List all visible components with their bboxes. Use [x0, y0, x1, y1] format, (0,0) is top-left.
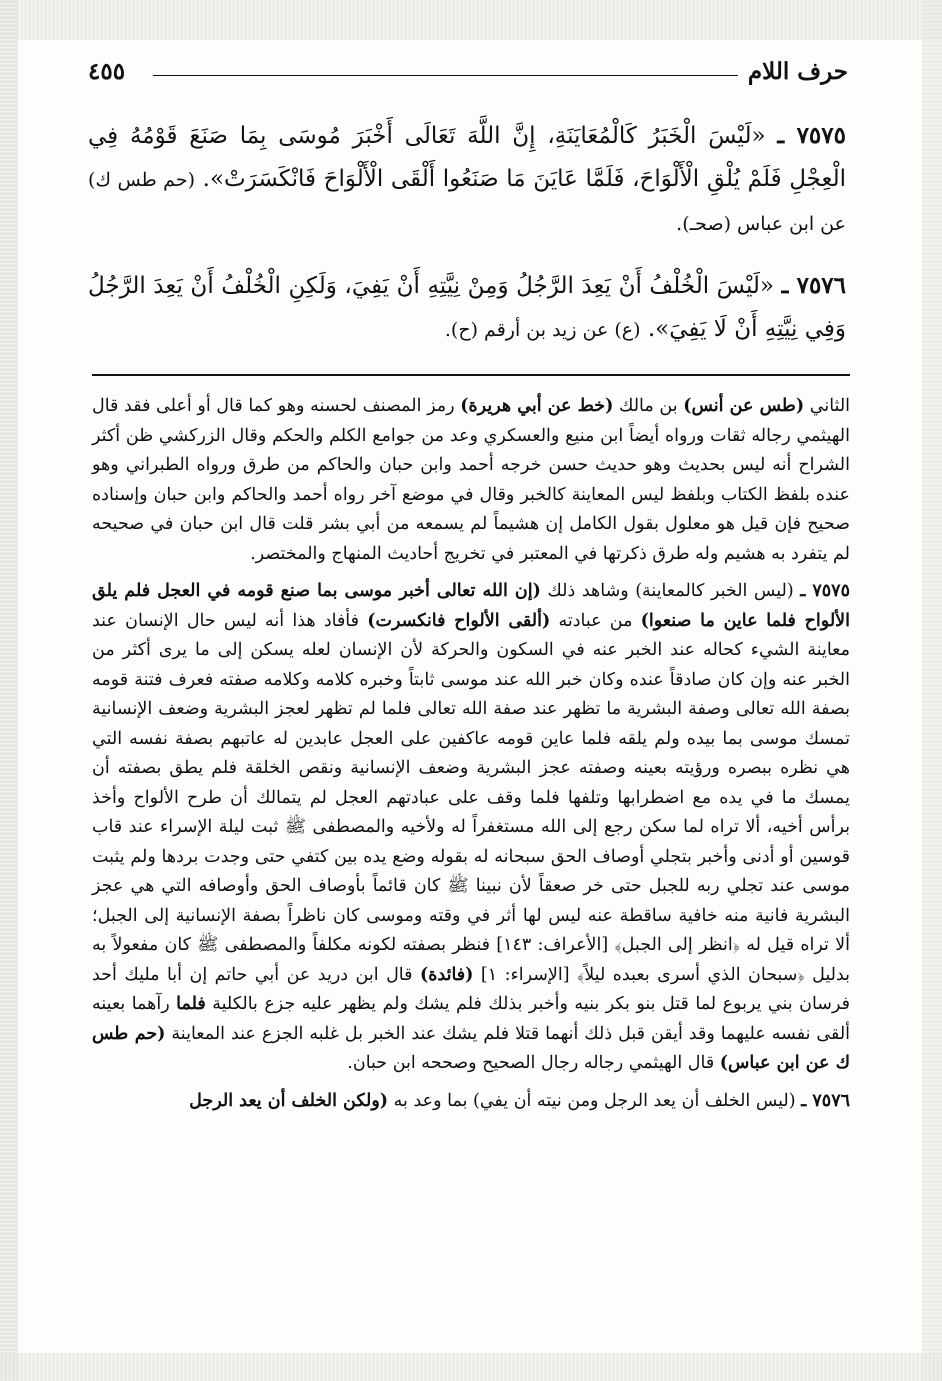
commentary-text: قال الهيثمي رجاله رجال الصحيح وصححه ابن حبان.	[347, 1053, 720, 1073]
commentary-text: رمز المصنف لحسنه وهو كما قال أو أعلى فقد قال الهيثمي رجاله ثقات ورواه أيضاً ابن منيع والعسكري وعد من جوامع الكلم والحكم وقال الزركشي ظن أكثر الشراح أنه ليس بحديث وهو حديث حسن خرجه أحمد وابن حبان والحاكم من طرق ورواه الطبراني وهو عنده بلفظ الكتاب وبلفظ ليس المعاينة كالخبر وقال في موضع آخر رواه أحمد والحاكم وابن حبان وإسناده صحيح فإن قيل هو معلول بقول الكامل إن هشيماً لم يسمعه من أبي بشر قلت قال ابن حبان في صحيحه لم يتفرد به هشيم وله طرق ذكرتها في المعتبر في تخريج أحاديث المنهاج والمختصر.	[92, 396, 850, 564]
hadith-7576	[88, 264, 846, 352]
commentary	[92, 392, 850, 1116]
hadith-source: (حم طس ك) عن ابن عباس (صحـ).	[88, 169, 846, 235]
commentary-text: بن مالك	[613, 396, 684, 416]
commentary-bold: (ولكن الخلف أن يعد الرجل	[189, 1090, 389, 1111]
commentary-paragraph	[92, 392, 850, 569]
commentary-bold: (خط عن أبي هريرة)	[460, 396, 614, 416]
chapter-title: حرف اللام	[738, 58, 848, 85]
scan-edge-left	[0, 0, 18, 1381]
hadith-text: «لَيْسَ الْخَبَرُ كَالْمُعَايَنَةِ، إِنَّ اللَّهَ تَعَالَى أَخْبَرَ مُوسَى بِمَا صَنَعَ قَوْمُهُ فِي الْعِجْلِ فَلَمْ يُلْقِ الْأَلْوَاحَ، فَلَمَّا عَايَنَ مَا صَنَعُوا أَلْقَى الْأَلْوَاحَ فَانْكَسَرَتْ».	[88, 123, 846, 192]
commentary-text: (ليس الخبر كالمعاينة) وشاهد ذلك	[540, 581, 801, 601]
scan-edge-top	[0, 0, 942, 40]
commentary-paragraph	[92, 1087, 850, 1117]
hadith-number: ٧٥٧٦ ـ	[781, 272, 847, 299]
commentary-bold: (طس عن أنس)	[683, 396, 805, 416]
commentary-bold: (ألقى الألواح فانكسرت)	[367, 610, 551, 631]
page-number: ٤٥٥	[88, 58, 133, 85]
commentary-hadith-number: ٧٥٧٥ ـ	[800, 581, 850, 601]
commentary-text: من عبادته	[550, 610, 641, 631]
commentary-bold: فلما	[176, 994, 206, 1014]
hadith-7575	[88, 114, 846, 246]
commentary-paragraph	[92, 577, 850, 1079]
footnote-separator	[92, 374, 850, 376]
commentary-text: الثاني	[804, 396, 851, 416]
commentary-text: قال ابن دريد عن أبي حاتم إن أبا مليك أحد فرسان بني يربوع لما قتل بنو بكر بنيه وأخبر بذلك فلم يشك ولم يظهر عليه جزع بالكلية	[92, 964, 850, 1014]
commentary-bold: (إن الله تعالى أخبر موسى بما صنع قومه في العجل فلم يلق الألواح فلما عاين ما صنعوا)	[92, 581, 850, 631]
hadith-text: «لَيْسَ الْخُلْفُ أَنْ يَعِدَ الرَّجُلُ وَمِنْ نِيَّتِهِ أَنْ يَفِيَ، وَلَكِنِ الْخُلْفُ أَنْ يَعِدَ الرَّجُلُ وَفِي نِيَّتِهِ أَنْ لَا يَفِيَ».	[88, 273, 846, 342]
commentary-text: رآهما بعينه ألقى نفسه عليهما وقد أيقن قبل ذلك أنهما قتلا فلم يشك عند الخبر بل غلبه الجزع عند المعاينة	[92, 994, 851, 1044]
commentary-bold: (فائدة)	[419, 964, 474, 985]
page-header	[88, 58, 848, 92]
commentary-text: فأفاد هذا أنه ليس حال الإنسان عند معاينة الشيء كحاله عند الخبر عنه في السكون والحركة لأن الإنسان لعله يسكن إلى ما يرى أكثر من الخبر عنه وإن كان صادقاً عنده وكان خبر الله عند موسى ثابتاً وخبره كلامه وكلامه صفته فعرف فتنة قومه بصفة الله تعالى وصفة البشرية ما تظهر عند صفة الله تعالى فلما لم تظهر لعجز البشرية وضعف الإنسانية تمسك موسى بما بيده ولم يلقه فلما عاين قومه عاكفين على العجل عابدين له عاتبهم بصفة نفسه التي هي نظره ببصره ورؤيته بعينه وصفته عجز البشرية وضعف الإنسانية ونقص الخلقة فلم يطق بصفته أن يمسك ما في يده مع اضطرابها وتلفها فلما وقف على عبادتهم العجل لم يتمالك أن طرح الألواح وأخذ برأس أخيه، ألا تراه لما سكن رجع إلى الله مستغفراً له ولأخيه والمصطفى ﷺ ثبت ليلة الإسراء عند قاب قوسين أو أدنى وأخبر بتجلي أوصاف الحق سبحانه له بقوله وضع يده بين كتفي حتى وجدت بردها ولم يثبت موسى عند تجلي ربه للجبل حتى خر صعقاً لأن نبينا ﷺ كان قائماً بأوصاف الحق وأوصافه التي هي عجز البشرية فانية منه خافية ساقطة عنه ليس لها أثر في وقته وموسى كان ناظراً بصفة الإنسانية إلى الجبل؛ ألا تراه قيل له ﴿انظر إلى الجبل﴾ [الأعراف: ١٤٣] فنظر بصفته لكونه مكلفاً والمصطفى ﷺ كان مفعولاً به بدليل ﴿سبحان الذي أسرى بعبده ليلاً﴾ [الإسراء: ١]	[92, 610, 851, 985]
scan-edge-bottom	[0, 1353, 942, 1381]
commentary-hadith-number: ٧٥٧٦ ـ	[801, 1090, 850, 1111]
hadith-source: (ع) عن زيد بن أرقم (ح).	[444, 319, 641, 341]
commentary-text: (ليس الخلف أن يعد الرجل ومن نيته أن يفي) بما وعد به	[388, 1090, 802, 1111]
hadith-number: ٧٥٧٥ ـ	[777, 122, 846, 149]
commentary-bold: (حم طس ك عن ابن عباس)	[92, 1023, 850, 1073]
scan-edge-right	[922, 0, 942, 1381]
